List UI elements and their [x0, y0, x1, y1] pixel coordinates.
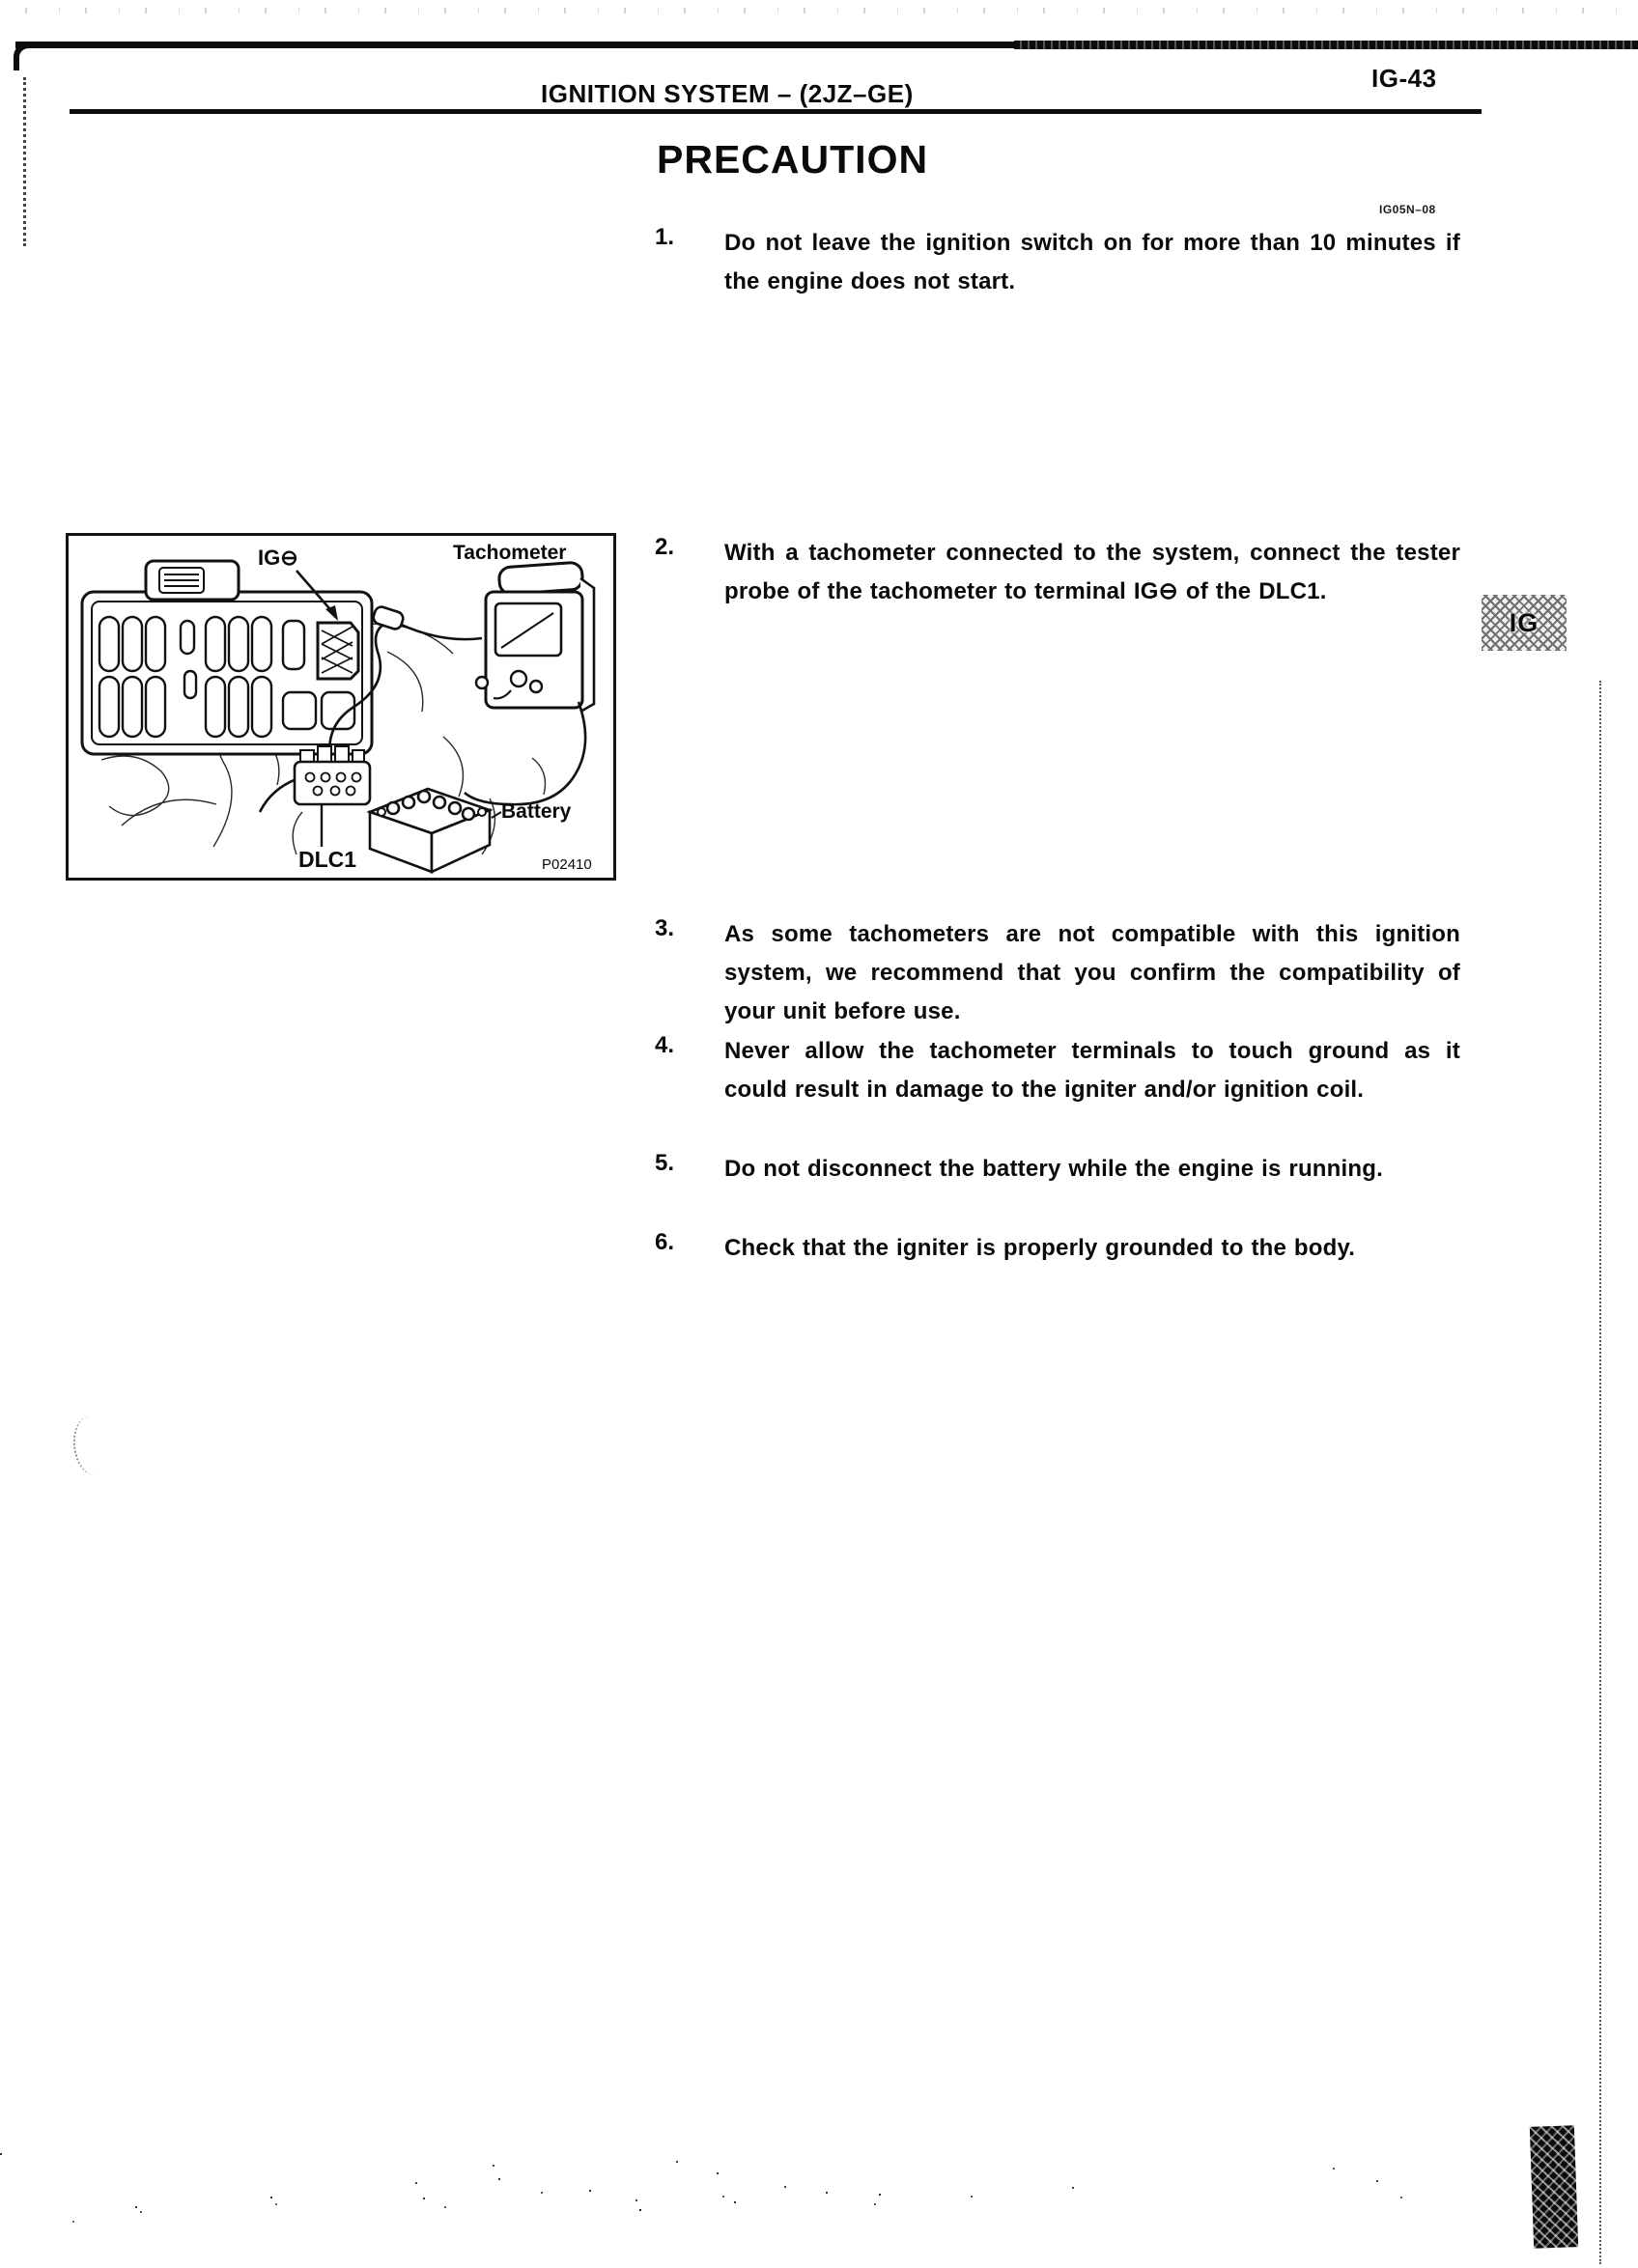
item-number: 2.: [655, 534, 675, 560]
item-text: Do not leave the ignition switch on for more than 10 minutes if the engine does not start.: [724, 230, 1460, 294]
figure-code: P02410: [542, 856, 592, 873]
item-text: Check that the igniter is properly grounded to the body.: [724, 1235, 1356, 1261]
item-text: Do not disconnect the battery while the engine is running.: [724, 1156, 1383, 1182]
header-underline: [70, 109, 1482, 114]
section-tab-ig: [1482, 595, 1567, 651]
item-number: 5.: [655, 1150, 675, 1176]
scan-speckle-row: [0, 8, 1638, 14]
section-tab-label: IG: [1509, 607, 1539, 637]
reference-code: IG05N–08: [1379, 203, 1436, 216]
right-page-edge-dots: [1599, 681, 1601, 2264]
page-number: IG-43: [1371, 64, 1437, 93]
item-number: 3.: [655, 915, 675, 941]
figure-label-tachometer: Tachometer: [453, 542, 567, 564]
section-title: IGNITION SYSTEM – (2JZ–GE): [541, 79, 914, 108]
item-text: With a tachometer connected to the system, connect the tester probe of the tachometer to terminal IG⊖ of the DLC1.: [724, 540, 1460, 604]
item-number: 6.: [655, 1229, 675, 1255]
figure-tachometer-connection: [66, 533, 616, 881]
top-border-bar-texture: [1014, 41, 1638, 49]
figure-label-dlc1: DLC1: [298, 847, 357, 872]
item-number: 1.: [655, 224, 675, 250]
left-scan-arc: [71, 1414, 115, 1477]
engine-bay-illustration: [69, 536, 613, 878]
item-number: 4.: [655, 1032, 675, 1058]
figure-label-ig-terminal: IG⊖: [258, 546, 298, 570]
figure-label-battery: Battery: [501, 800, 572, 823]
top-left-corner-hook: [14, 42, 35, 70]
item-text: As some tachometers are not compatible with this ignition system, we recommend that you confirm the compatibility of your unit before use.: [724, 921, 1460, 1024]
item-text: Never allow the tachometer terminals to touch ground as it could result in damage to the igniter and/or ignition coil.: [724, 1038, 1460, 1103]
bottom-scan-noise: [0, 2153, 1638, 2268]
left-dotted-trail: [23, 77, 26, 246]
thumb-index-mark: [1530, 2125, 1578, 2249]
page-title: PRECAUTION: [657, 137, 929, 182]
